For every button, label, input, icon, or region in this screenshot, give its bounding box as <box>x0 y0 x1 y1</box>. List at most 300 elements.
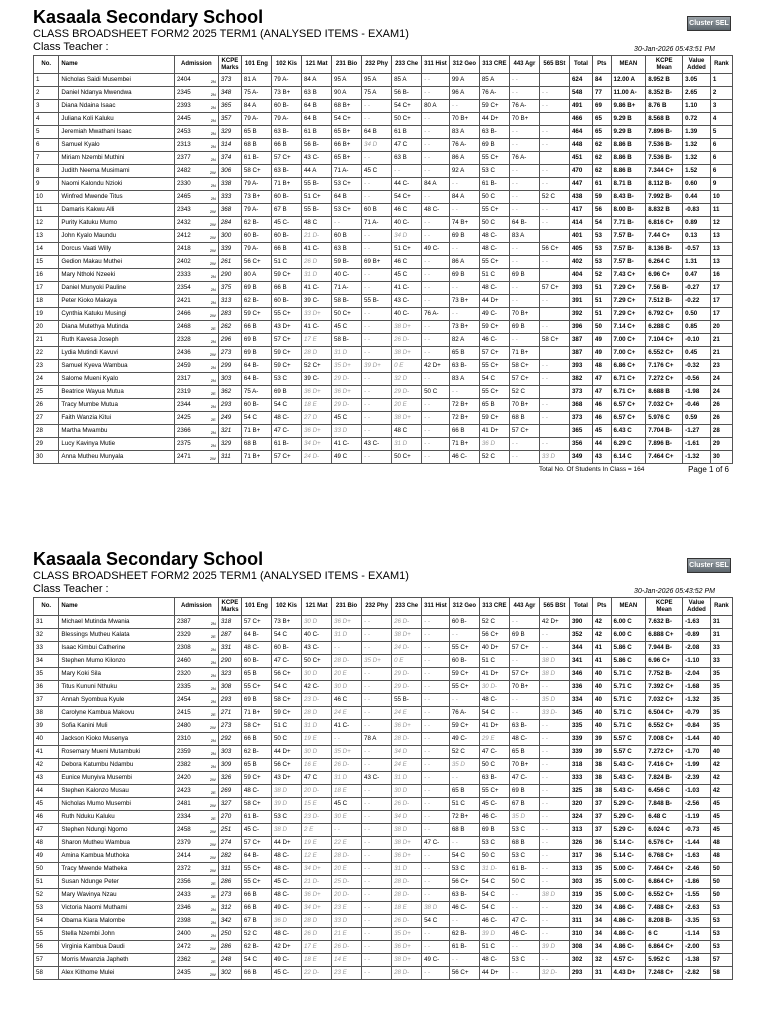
admission-cell <box>174 759 218 772</box>
table-cell: 6 C <box>646 928 683 941</box>
table-cell: - - <box>539 863 569 876</box>
table-cell: 12 E <box>301 850 331 863</box>
table-cell: 250 <box>218 928 241 941</box>
table-cell: 62 B- <box>241 941 271 954</box>
table-cell: - - <box>539 629 569 642</box>
table-cell: 79 A- <box>241 113 271 126</box>
table-cell: - - <box>362 100 392 113</box>
table-cell: 38 D+ <box>392 837 422 850</box>
table-cell: 338 <box>218 178 241 191</box>
admission-cell <box>174 733 218 746</box>
table-row <box>34 256 733 269</box>
table-cell: 55 C+ <box>271 308 301 321</box>
table-cell: 373 <box>569 386 592 399</box>
table-cell: 43 D+ <box>271 772 301 785</box>
table-cell: 45 <box>593 425 611 438</box>
table-cell: 326 <box>218 772 241 785</box>
table-cell: 40 D+ <box>479 642 509 655</box>
table-cell: - - <box>539 321 569 334</box>
table-cell: 63 B- <box>449 889 479 902</box>
results-table <box>33 597 733 980</box>
table-cell: 48 C- <box>479 954 509 967</box>
admission-number: 2375 <box>176 440 191 447</box>
column-header: 101 Eng <box>241 56 271 74</box>
table-cell: - - <box>362 798 392 811</box>
table-cell: 48 <box>710 850 732 863</box>
table-cell: - - <box>422 87 450 100</box>
table-row <box>34 707 733 720</box>
table-cell: -1.61 <box>683 438 711 451</box>
table-cell: 2 <box>34 87 59 100</box>
table-cell: 59 C+ <box>479 412 509 425</box>
table-cell: 4.57 C- <box>611 954 646 967</box>
table-cell: 81 A <box>241 74 271 87</box>
table-cell: 23 D- <box>301 694 331 707</box>
table-cell: 48 C- <box>271 412 301 425</box>
admission-number: 2420 <box>176 774 191 781</box>
table-cell: 54 C <box>271 681 301 694</box>
table-row <box>34 269 733 282</box>
table-cell: - - <box>362 915 392 928</box>
table-cell: -2.56 <box>683 798 711 811</box>
table-cell: 7.464 C+ <box>646 451 683 464</box>
table-cell: 11 <box>710 204 732 217</box>
table-cell: 29 D- <box>392 386 422 399</box>
table-cell: 57 C+ <box>539 282 569 295</box>
table-cell: 38 D+ <box>392 629 422 642</box>
table-cell: 58 C+ <box>241 165 271 178</box>
admission-cell <box>174 451 218 464</box>
stream-tag: 2W <box>209 235 216 240</box>
column-header: Admission <box>174 598 218 616</box>
table-cell: Annah Syombua Kyule <box>59 694 175 707</box>
table-cell: 79 A- <box>241 243 271 256</box>
table-row <box>34 373 733 386</box>
stream-tag: 2N <box>210 105 216 110</box>
table-cell: 365 <box>569 425 592 438</box>
admission-number: 2480 <box>176 722 191 729</box>
table-cell: 48 C- <box>479 230 509 243</box>
table-cell: 35 <box>34 668 59 681</box>
table-cell: - - <box>362 889 392 902</box>
column-header: KCPE Marks <box>218 56 241 74</box>
table-cell: 313 <box>569 824 592 837</box>
table-cell: 45 <box>710 798 732 811</box>
table-cell: 28 D- <box>392 967 422 980</box>
column-header: Total <box>569 56 592 74</box>
table-cell: Naomi Kalondu Nzioki <box>59 178 175 191</box>
table-cell: 26 D- <box>332 941 362 954</box>
table-cell: 349 <box>569 451 592 464</box>
admission-cell <box>174 269 218 282</box>
table-cell: Titus Kununi Nthuku <box>59 681 175 694</box>
table-cell: Samuel Kyeva Wambua <box>59 360 175 373</box>
table-cell: - - <box>539 850 569 863</box>
admission-number: 2366 <box>176 427 191 434</box>
table-cell: 39 D+ <box>362 360 392 373</box>
admission-cell <box>174 798 218 811</box>
table-cell: - - <box>422 798 450 811</box>
stream-tag: 2E <box>210 790 216 795</box>
table-cell: 95 A <box>362 74 392 87</box>
admission-number: 2372 <box>176 865 191 872</box>
table-cell: Stephen Kalonzo Musau <box>59 785 175 798</box>
table-cell: - - <box>539 772 569 785</box>
stream-tag: 2N <box>210 751 216 756</box>
table-cell: 7.752 B- <box>646 668 683 681</box>
table-cell: 66 B <box>271 282 301 295</box>
table-cell: 63 B- <box>271 126 301 139</box>
table-cell: 19 <box>34 308 59 321</box>
table-cell: 271 <box>218 707 241 720</box>
table-cell: 320 <box>569 902 592 915</box>
table-cell: 41 D+ <box>479 425 509 438</box>
table-cell: 2 <box>710 87 732 100</box>
table-cell: 82 A <box>449 334 479 347</box>
table-cell: 54 C+ <box>392 191 422 204</box>
table-cell: 42 <box>593 629 611 642</box>
table-cell: 6.86 C+ <box>611 360 646 373</box>
stream-tag: 2N <box>210 300 216 305</box>
table-cell: 7.392 C+ <box>646 681 683 694</box>
table-cell: 55 C+ <box>241 863 271 876</box>
table-cell: - - <box>422 681 450 694</box>
sheet-subtitle: CLASS BROADSHEET FORM2 2025 TERM1 (ANALYSED ITEMS - EXAM1) Cluster SEL <box>33 570 733 583</box>
table-cell: 70 B+ <box>509 308 539 321</box>
table-cell: Daniel Munyoki Pauline <box>59 282 175 295</box>
stream-tag: 2W <box>209 946 216 951</box>
table-cell: - - <box>509 256 539 269</box>
table-row <box>34 824 733 837</box>
table-cell: 329 <box>218 438 241 451</box>
table-cell: - - <box>422 941 450 954</box>
table-cell: 7 <box>34 152 59 165</box>
table-cell: 7.57 B- <box>611 230 646 243</box>
table-cell: 41 <box>34 746 59 759</box>
table-cell: 59 C+ <box>271 707 301 720</box>
stream-tag: 2E <box>210 417 216 422</box>
table-cell: - - <box>449 629 479 642</box>
table-cell: 327 <box>218 798 241 811</box>
table-cell: 46 C <box>332 694 362 707</box>
table-cell: 466 <box>569 113 592 126</box>
table-cell: 5.14 C- <box>611 850 646 863</box>
admission-number: 2345 <box>176 89 191 96</box>
table-cell: 26 <box>34 399 59 412</box>
table-cell: 51 C+ <box>301 191 331 204</box>
table-cell: 339 <box>569 733 592 746</box>
table-cell: 49 C- <box>479 308 509 321</box>
table-cell: 45 C <box>362 165 392 178</box>
table-cell: John Kyalo Maundu <box>59 230 175 243</box>
table-cell: 7.272 C+ <box>646 373 683 386</box>
table-cell: 24 <box>710 373 732 386</box>
table-cell: 331 <box>218 642 241 655</box>
table-cell: - - <box>362 707 392 720</box>
table-cell: 58 <box>710 967 732 980</box>
table-cell: 68 B <box>509 412 539 425</box>
table-cell: 20 E <box>332 668 362 681</box>
table-cell: 548 <box>569 87 592 100</box>
table-cell: - - <box>362 876 392 889</box>
table-cell: 7.56 B- <box>646 282 683 295</box>
table-cell: 56 B- <box>301 139 331 152</box>
table-cell: 286 <box>218 876 241 889</box>
table-cell: 26 D <box>301 928 331 941</box>
table-cell: 36 D+ <box>332 616 362 629</box>
table-cell: - - <box>449 694 479 707</box>
table-cell: 60 B- <box>271 191 301 204</box>
table-cell: 27 D <box>301 412 331 425</box>
table-cell: 64 B <box>301 100 331 113</box>
table-row <box>34 655 733 668</box>
table-cell: 67 B <box>271 204 301 217</box>
table-cell: 45 C <box>332 412 362 425</box>
table-row <box>34 204 733 217</box>
column-header: 312 Geo <box>449 56 479 74</box>
table-cell <box>539 230 569 243</box>
table-cell: 69 B <box>241 347 271 360</box>
admission-number: 2425 <box>176 414 191 421</box>
table-cell: 41 D+ <box>479 720 509 733</box>
table-cell: 44 C- <box>392 178 422 191</box>
table-cell: -3.35 <box>683 915 711 928</box>
column-header: 101 Eng <box>241 598 271 616</box>
table-row <box>34 165 733 178</box>
table-cell: 80 A <box>422 100 450 113</box>
admission-cell <box>174 746 218 759</box>
table-cell: Carolyne Kambua Makovu <box>59 707 175 720</box>
table-row <box>34 733 733 746</box>
table-cell: - - <box>362 681 392 694</box>
table-cell: 76 A- <box>449 707 479 720</box>
table-cell: - - <box>422 295 450 308</box>
table-row <box>34 139 733 152</box>
table-cell: 44 D+ <box>479 295 509 308</box>
table-cell: 73 B+ <box>271 87 301 100</box>
table-cell: 28 D- <box>332 655 362 668</box>
table-cell: 42 <box>710 759 732 772</box>
table-cell: 76 A- <box>422 308 450 321</box>
table-cell: 38 D+ <box>392 954 422 967</box>
table-cell: -1.03 <box>683 785 711 798</box>
table-cell: 21 <box>710 347 732 360</box>
table-cell: 64 B- <box>509 217 539 230</box>
table-cell: - - <box>539 373 569 386</box>
table-cell: 71 B+ <box>509 347 539 360</box>
admission-number: 2435 <box>176 969 191 976</box>
table-cell: - - <box>392 165 422 178</box>
table-cell: 45 C <box>392 269 422 282</box>
table-cell: 47 <box>593 373 611 386</box>
table-cell: - - <box>509 694 539 707</box>
table-cell: 42 <box>710 785 732 798</box>
school-name: Kasaala Secondary School <box>33 7 264 27</box>
table-cell: -1.99 <box>683 759 711 772</box>
table-cell: 34 <box>593 928 611 941</box>
table-cell: -1.19 <box>683 811 711 824</box>
table-cell: 365 <box>218 100 241 113</box>
table-cell: - - <box>509 616 539 629</box>
table-cell: - - <box>539 256 569 269</box>
table-cell: 48 C <box>301 217 331 230</box>
table-cell: 61 B- <box>241 152 271 165</box>
table-row <box>34 451 733 464</box>
table-cell: 62 B- <box>241 217 271 230</box>
table-cell: 75 A- <box>241 87 271 100</box>
table-cell: - - <box>362 668 392 681</box>
table-cell: 30 D <box>301 668 331 681</box>
table-cell: 26 <box>710 399 732 412</box>
table-cell: 55 B- <box>301 204 331 217</box>
table-cell: 348 <box>218 87 241 100</box>
table-cell: 54 C <box>271 629 301 642</box>
table-cell: 43 <box>593 451 611 464</box>
table-cell: 6.888 C+ <box>646 629 683 642</box>
table-cell: 7.248 C+ <box>646 967 683 980</box>
table-cell: 52 C <box>479 451 509 464</box>
table-cell: 60 B- <box>271 642 301 655</box>
table-row <box>34 243 733 256</box>
table-cell: 29 E <box>479 733 509 746</box>
table-cell: 52 C <box>539 191 569 204</box>
table-cell: 7.944 B- <box>646 642 683 655</box>
table-cell: 50 <box>710 876 732 889</box>
admission-number: 2356 <box>176 878 191 885</box>
table-cell: 59 C+ <box>449 668 479 681</box>
table-cell: - - <box>539 438 569 451</box>
table-cell: 64 B- <box>241 850 271 863</box>
page-number: Page 1 of 6 <box>688 465 729 474</box>
table-cell: 48 C- <box>241 642 271 655</box>
admission-number: 2333 <box>176 271 191 278</box>
table-cell: 31 D <box>392 438 422 451</box>
table-cell: Lydia Mutindi Kavuvi <box>59 347 175 360</box>
table-cell: 7.512 B- <box>646 295 683 308</box>
table-cell: 60 B <box>332 230 362 243</box>
table-cell: Purity Katuku Mumo <box>59 217 175 230</box>
admission-number: 2319 <box>176 388 191 395</box>
table-cell: - - <box>422 451 450 464</box>
table-cell: 31 D <box>332 772 362 785</box>
table-cell: 71 B+ <box>241 425 271 438</box>
table-cell: - - <box>362 152 392 165</box>
table-cell: 86 A <box>449 152 479 165</box>
table-cell: 52 C+ <box>301 360 331 373</box>
table-cell: 35 D+ <box>362 655 392 668</box>
table-cell: - - <box>539 360 569 373</box>
table-cell: 56 C+ <box>479 629 509 642</box>
table-cell: 46 C- <box>509 928 539 941</box>
table-cell: 37 <box>593 798 611 811</box>
admission-number: 2421 <box>176 297 191 304</box>
table-cell: 29 <box>34 438 59 451</box>
table-cell: - - <box>422 139 450 152</box>
table-cell: 283 <box>218 308 241 321</box>
table-cell: Sofia Kanini Muli <box>59 720 175 733</box>
table-cell: 313 <box>218 295 241 308</box>
table-cell: 76 A- <box>509 152 539 165</box>
table-cell: 70 B+ <box>449 113 479 126</box>
table-cell: Ruth Nduku Kaluku <box>59 811 175 824</box>
table-cell: 47 C- <box>509 915 539 928</box>
table-cell: 64 B- <box>241 360 271 373</box>
table-cell: - - <box>539 217 569 230</box>
table-row <box>34 798 733 811</box>
table-row <box>34 837 733 850</box>
table-cell: 346 <box>569 668 592 681</box>
table-cell: 37 <box>593 824 611 837</box>
table-cell: -0.89 <box>683 629 711 642</box>
table-cell: 5.00 C- <box>611 889 646 902</box>
table-cell <box>539 347 569 360</box>
table-cell <box>539 113 569 126</box>
table-cell: 48 C- <box>271 850 301 863</box>
table-cell: 310 <box>569 928 592 941</box>
admission-number: 2453 <box>176 128 191 135</box>
table-cell: Debora Katumbu Ndambu <box>59 759 175 772</box>
cluster-logo: Cluster SEL <box>687 16 731 31</box>
table-cell: 43 C- <box>362 438 392 451</box>
stream-tag: 2N <box>210 144 216 149</box>
table-cell: 54 C <box>241 412 271 425</box>
table-cell: -2.39 <box>683 772 711 785</box>
table-cell: 86 A <box>449 256 479 269</box>
table-cell: 21 D- <box>301 876 331 889</box>
admission-number: 2471 <box>176 453 191 460</box>
table-cell: 1.31 <box>683 256 711 269</box>
table-cell: 69 B <box>241 282 271 295</box>
table-cell: -1.32 <box>683 451 711 464</box>
table-cell: 40 C- <box>332 269 362 282</box>
table-cell: 311 <box>569 915 592 928</box>
table-cell: - - <box>509 191 539 204</box>
table-row <box>34 178 733 191</box>
column-header: KCPE Mean <box>646 56 683 74</box>
table-cell: - - <box>509 295 539 308</box>
table-cell: 0.72 <box>683 113 711 126</box>
table-cell: 59 C+ <box>479 100 509 113</box>
table-cell: Faith Wanzia Kitui <box>59 412 175 425</box>
table-cell: - - <box>539 798 569 811</box>
table-cell: 32 D <box>392 373 422 386</box>
table-cell: 55 C+ <box>479 785 509 798</box>
table-cell: - - <box>422 113 450 126</box>
table-cell <box>539 425 569 438</box>
stream-tag: 2N <box>210 365 216 370</box>
table-cell: 29 D- <box>332 373 362 386</box>
table-cell: Stephen Ndungi Ngomo <box>59 824 175 837</box>
table-cell: 284 <box>218 217 241 230</box>
admission-number: 2379 <box>176 839 191 846</box>
table-cell: 306 <box>218 165 241 178</box>
table-cell: - - <box>362 850 392 863</box>
table-cell: 14 E <box>332 954 362 967</box>
table-cell <box>539 269 569 282</box>
table-cell: 70 B+ <box>509 113 539 126</box>
table-cell: 51 <box>593 295 611 308</box>
table-cell: 41 D+ <box>479 668 509 681</box>
table-row <box>34 126 733 139</box>
table-cell: - - <box>362 334 392 347</box>
table-row <box>34 746 733 759</box>
stream-tag: 2W <box>209 248 216 253</box>
table-cell: 6.864 C+ <box>646 941 683 954</box>
stream-tag: 2W <box>209 261 216 266</box>
table-cell: 64 B- <box>241 629 271 642</box>
table-cell: 35 <box>710 681 732 694</box>
table-cell: - - <box>509 707 539 720</box>
